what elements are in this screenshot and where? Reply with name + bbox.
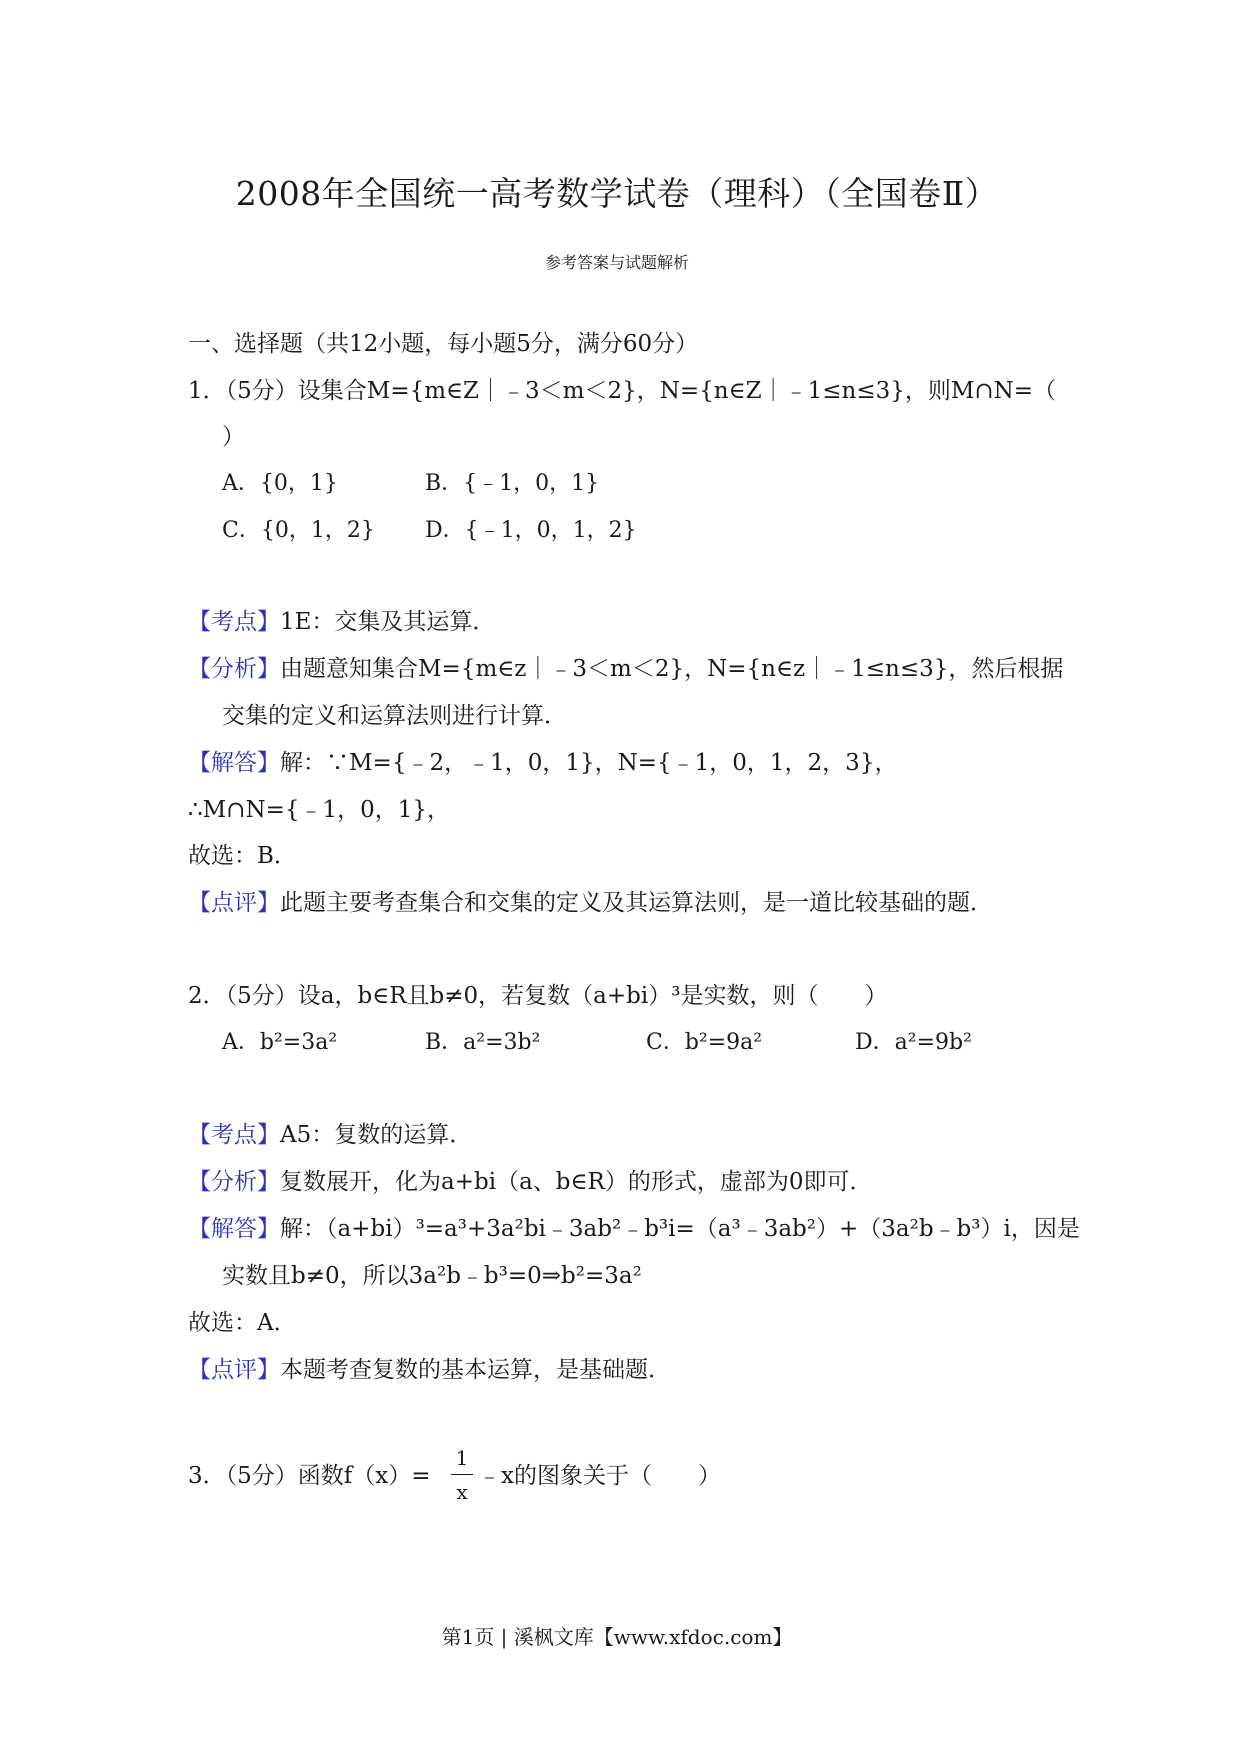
q1-kaodian-text: 1E：交集及其运算．	[280, 609, 496, 635]
page-title: 2008年全国统一高考数学试卷（理科）（全国卷Ⅱ）	[235, 174, 999, 213]
q1-dianping	[188, 890, 993, 918]
jieda-tag: 【解答】	[188, 1216, 280, 1242]
q1-dianping-text: 此题主要考查集合和交集的定义及其运算法则，是一道比较基础的题．	[280, 890, 993, 916]
q2-kaodian	[188, 1122, 472, 1150]
q2-kaodian-text: A5：复数的运算．	[280, 1122, 473, 1148]
q2-option-a: A．b²=3a²	[222, 1030, 338, 1055]
kaodian-tag: 【考点】	[188, 609, 280, 635]
q1-answer: 故选：B．	[188, 843, 297, 869]
q2-fenxi-text: 复数展开，化为a+bi（a、b∈R）的形式，虚部为0即可．	[280, 1169, 873, 1195]
q2-option-b: B．a²=3b²	[425, 1030, 541, 1055]
q1-fenxi-line-2: 交集的定义和运算法则进行计算．	[222, 703, 567, 729]
q1-jieda-line-2: ∴M∩N={﹣1，0，1}，	[188, 797, 451, 823]
q1-option-b: B．{﹣1，0，1}	[425, 471, 600, 496]
fenxi-tag: 【分析】	[188, 656, 280, 682]
section-heading: 一、选择题（共12小题，每小题5分，满分60分）	[188, 331, 699, 357]
q2-jieda-line-2: 实数且b≠0，所以3a²b﹣b³=0⇒b²=3a²	[222, 1263, 642, 1289]
q3-fraction-numerator: 1	[455, 1446, 469, 1470]
q2-jieda-text: 解：（a+bi）³=a³+3a²bi﹣3ab²﹣b³i=（a³﹣3ab²）+（3a²b﹣b³）i，因是	[280, 1216, 1080, 1242]
page-footer: 第1页 | 溪枫文库【www.xfdoc.com】	[441, 1625, 793, 1649]
q1-option-d: D．{﹣1，0，1，2}	[425, 518, 637, 543]
q2-option-c: C．b²=9a²	[646, 1030, 763, 1055]
page-subtitle: 参考答案与试题解析	[544, 253, 689, 272]
q3-fraction-denominator: x	[456, 1480, 468, 1504]
q1-jieda	[188, 750, 897, 778]
q1-option-a: A．{0，1}	[222, 471, 338, 496]
q2-dianping-text: 本题考查复数的基本运算，是基础题．	[280, 1357, 671, 1383]
q3-stem-pre: 3．（5分）函数f（x）=	[188, 1463, 431, 1489]
q2-dianping	[188, 1357, 671, 1385]
q1-jieda-text: 解：∵M={﹣2，﹣1，0，1}，N={﹣1，0，1，2，3}，	[280, 750, 898, 776]
jieda-tag: 【解答】	[188, 750, 280, 776]
q2-fenxi	[188, 1169, 872, 1197]
kaodian-tag: 【考点】	[188, 1122, 280, 1148]
q1-option-c: C．{0，1，2}	[222, 518, 375, 543]
q1-fenxi	[188, 656, 1063, 684]
q2-stem: 2．（5分）设a，b∈R且b≠0，若复数（a+bi）³是实数，则（ ）	[188, 983, 888, 1009]
dianping-tag: 【点评】	[188, 890, 280, 916]
q1-stem-line-2: ）	[222, 424, 245, 450]
q3-fraction-bar	[451, 1474, 473, 1475]
fenxi-tag: 【分析】	[188, 1169, 280, 1195]
q2-option-d: D．a²=9b²	[855, 1030, 972, 1055]
q3-stem-post: ﹣x的图象关于（ ）	[478, 1463, 721, 1489]
q1-stem-line-1: 1．（5分）设集合M={m∈Z｜﹣3＜m＜2}，N={n∈Z｜﹣1≤n≤3}，则M∩N=（	[188, 378, 1057, 404]
q2-jieda	[188, 1216, 1080, 1244]
dianping-tag: 【点评】	[188, 1357, 280, 1383]
q1-kaodian	[188, 609, 495, 637]
q1-fenxi-text: 由题意知集合M={m∈z｜﹣3＜m＜2}，N={n∈z｜﹣1≤n≤3}，然后根据	[280, 656, 1064, 682]
q2-answer: 故选：A．	[188, 1310, 297, 1336]
